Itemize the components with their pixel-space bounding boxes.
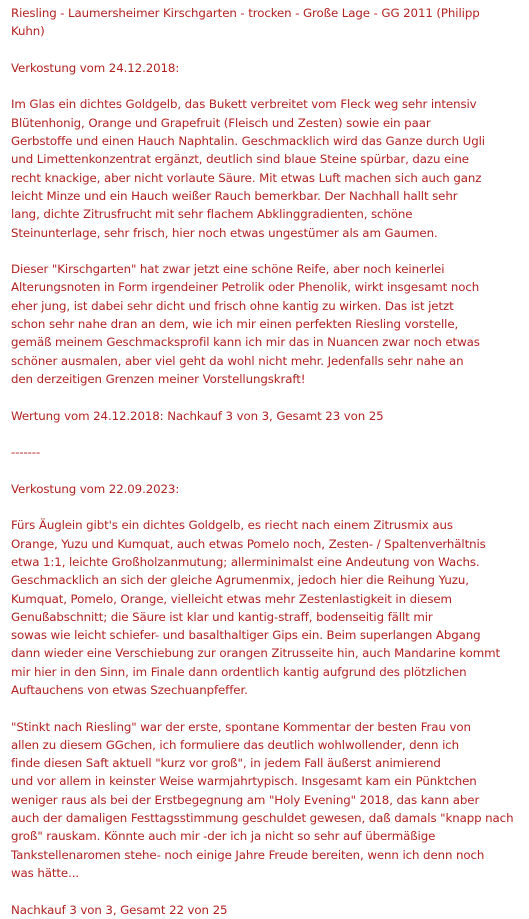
text-line: schöner ausmalen, aber viel geht da wohl nicht mehr. Jedenfalls sehr nahe an: [11, 353, 464, 368]
spacer: [11, 882, 523, 900]
text-line: und Limettenkonzentrat ergänzt, deutlich sind blaue Steine spürbar, dazu eine: [11, 152, 469, 167]
text-line: groß" rauskam. Könnte auch mir -der ich ja nicht so sehr auf übermäßige: [11, 829, 436, 844]
title-line: Kuhn): [11, 24, 45, 39]
text-line: finde diesen Saft aktuell "kurz vor groß", in jedem Fall äußerst animierend: [11, 756, 441, 771]
spacer: [11, 498, 523, 516]
text-line: schon sehr nahe dran an dem, wie ich mir einen perfekten Riesling vorstelle,: [11, 317, 459, 332]
text-line: leicht Minze und ein Hauch weißer Rauch bemerkbar. Der Nachhall hallt sehr: [11, 188, 458, 203]
rating-2023: Nachkauf 3 von 3, Gesamt 22 von 25: [11, 902, 228, 917]
text-line: sowas wie leicht schiefer- und basalthaltiger Gips ein. Beim superlangen Abgang: [11, 628, 481, 643]
text-line: Dieser "Kirschgarten" hat zwar jetzt eine schöne Reife, aber noch keinerlei: [11, 262, 445, 277]
spacer: [11, 461, 523, 479]
separator: -------: [11, 445, 41, 460]
text-line: mir hier in den Sinn, im Finale dann ordentlich kantig aufgrund des plötzlichen: [11, 664, 467, 679]
text-line: gemäß meinem Geschmacksprofil kann ich mir das in Nuancen zwar noch etwas: [11, 335, 480, 350]
text-line: und vor allem in keinster Weise warmjahrtypisch. Insgesamt kam ein Pünktchen: [11, 774, 477, 789]
review-title: [11, 4, 523, 41]
tasting-heading-2023: Verkostung vom 22.09.2023:: [11, 481, 180, 496]
text-line: Kumquat, Pomelo, Orange, vielleicht etwas mehr Zestenlastigkeit in diesem: [11, 591, 452, 606]
rating-2018: Wertung vom 24.12.2018: Nachkauf 3 von 3, Gesamt 23 von 25: [11, 408, 384, 423]
text-line: Geschmacklich an sich der gleiche Agrumenmix, jedoch hier die Reihung Yuzu,: [11, 573, 469, 588]
text-line: dann wieder eine Verschiebung zur orangen Zitrusseite hin, auch Mandarine kommt: [11, 646, 501, 661]
text-line: was hätte...: [11, 865, 80, 880]
text-line: recht knackige, aber nicht vorlaute Säure. Mit etwas Luft machen sich auch ganz: [11, 170, 482, 185]
text-line: lang, dichte Zitrusfrucht mit sehr flachem Abklinggradienten, schöne: [11, 207, 413, 222]
text-line: Im Glas ein dichtes Goldgelb, das Bukett verbreitet vom Fleck weg sehr intensiv: [11, 97, 477, 112]
text-line: weniger raus als bei der Erstbegegnung am "Holy Evening" 2018, das kann aber: [11, 792, 480, 807]
tasting-2023-paragraph-1: [11, 516, 523, 699]
text-line: eher jung, ist dabei sehr dicht und frisch ohne kantig zu wirken. Das ist jetzt: [11, 298, 454, 313]
text-line: auch der damaligen Festtagsstimmung geschuldet gewesen, daß damals "knapp nach: [11, 811, 514, 826]
spacer: [11, 242, 523, 260]
text-line: den derzeitigen Grenzen meiner Vorstellungskraft!: [11, 371, 306, 386]
text-line: etwa 1:1, leichte Großholzanmutung; allerminimalst eine Andeutung von Wachs.: [11, 554, 480, 569]
spacer: [11, 425, 523, 443]
tasting-2018-paragraph-2: [11, 260, 523, 388]
tasting-2023-paragraph-2: [11, 718, 523, 883]
text-line: allen zu diesem GGchen, ich formuliere das deutlich wohlwollender, denn ich: [11, 737, 460, 752]
spacer: [11, 699, 523, 717]
text-line: Gerbstoffe und einen Hauch Naphtalin. Geschmacklich wird das Ganze durch Ugli: [11, 134, 485, 149]
tasting-heading-2018: Verkostung vom 24.12.2018:: [11, 60, 180, 75]
spacer: [11, 41, 523, 59]
text-line: Alterungsnoten in Form irgendeiner Petrolik oder Phenolik, wirkt insgesamt noch: [11, 280, 480, 295]
spacer: [11, 388, 523, 406]
text-line: Auftauchens von etwas Szechuanpfeffer.: [11, 682, 248, 697]
text-line: Blütenhonig, Orange und Grapefruit (Fleisch und Zesten) sowie ein paar: [11, 115, 431, 130]
text-line: "Stinkt nach Riesling" war der erste, spontane Kommentar der besten Frau von: [11, 719, 471, 734]
text-line: Orange, Yuzu und Kumquat, auch etwas Pomelo noch, Zesten- / Spaltenverhältnis: [11, 536, 486, 551]
text-line: Fürs Äuglein gibt's ein dichtes Goldgelb, es riecht nach einem Zitrusmix aus: [11, 518, 453, 533]
spacer: [11, 77, 523, 95]
title-line: Riesling - Laumersheimer Kirschgarten - trocken - Große Lage - GG 2011 (Philipp: [11, 6, 480, 20]
text-line: Genußabschnitt; die Säure ist klar und kantig-straff, bodenseitig fällt mir: [11, 609, 433, 624]
text-line: Steinunterlage, sehr frisch, hier noch etwas ungestümer als am Gaumen.: [11, 225, 438, 240]
text-line: Tankstellenaromen stehe- noch einige Jahre Freude bereiten, wenn ich denn noch: [11, 847, 485, 862]
tasting-2018-paragraph-1: [11, 95, 523, 241]
